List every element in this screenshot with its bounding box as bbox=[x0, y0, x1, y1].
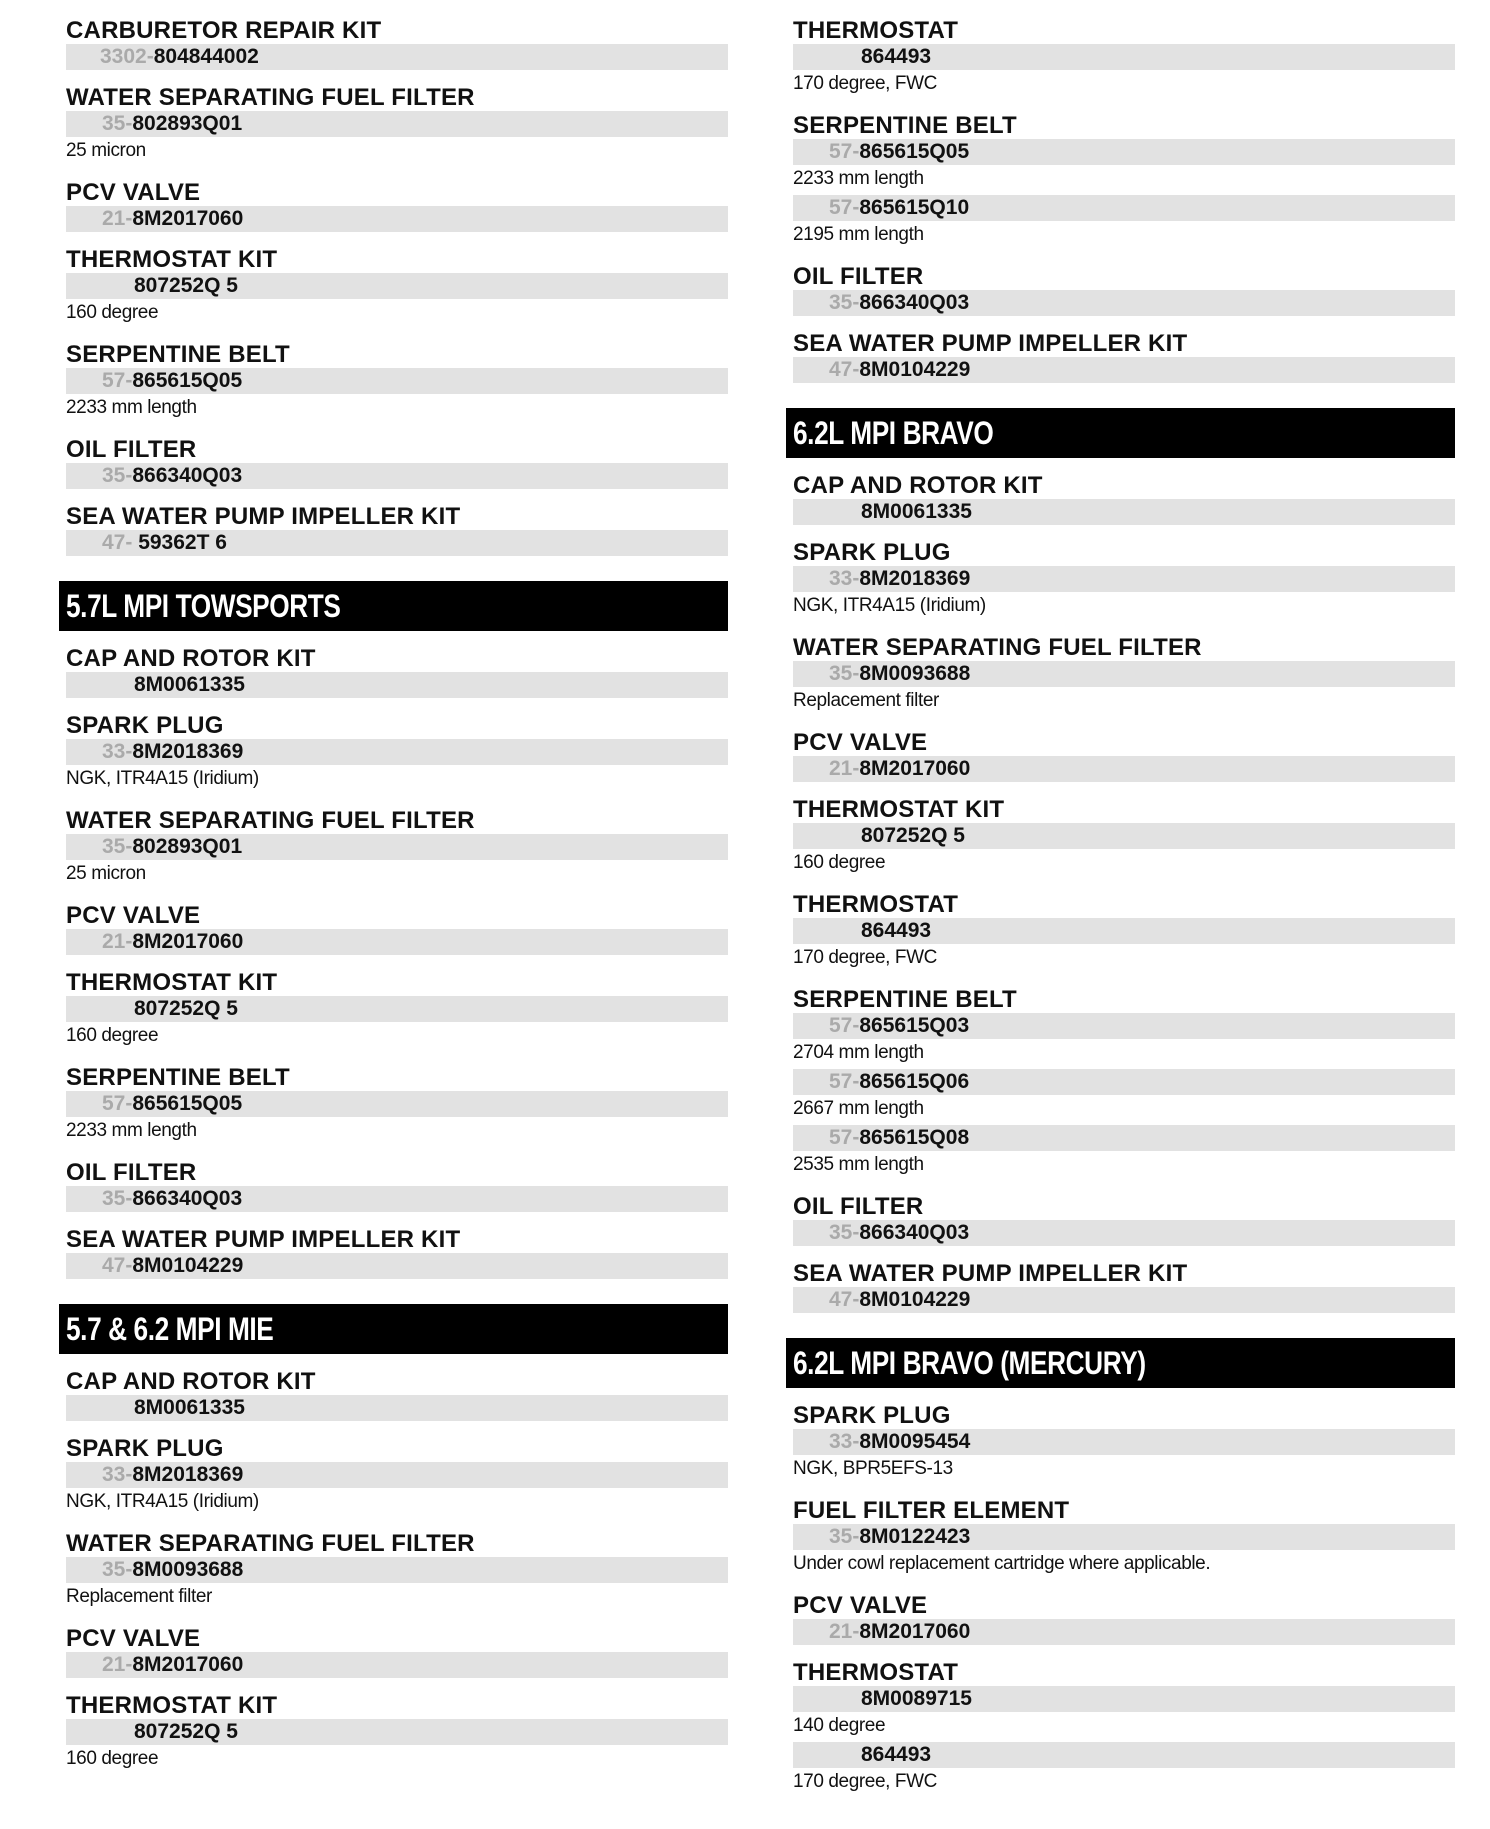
part-number: 8M2018369 bbox=[132, 1463, 244, 1486]
part-number: 866340Q03 bbox=[859, 1221, 970, 1244]
part-item-water-separating-fuel-filter bbox=[59, 807, 728, 888]
section-title: 6.2L MPI BRAVO (MERCURY) bbox=[793, 1345, 1146, 1381]
part-prefix: 21- bbox=[829, 1620, 860, 1643]
part-item-thermostat-kit bbox=[59, 1692, 728, 1773]
part-prefix: 21- bbox=[102, 207, 133, 230]
part-item-water-separating-fuel-filter bbox=[59, 84, 728, 165]
part-number: 865615Q05 bbox=[132, 369, 243, 392]
part-prefix: 47- bbox=[829, 358, 860, 381]
part-prefix: 35- bbox=[102, 464, 133, 487]
part-number-bar bbox=[793, 756, 1455, 782]
part-entry bbox=[59, 1186, 728, 1212]
item-title: THERMOSTAT KIT bbox=[66, 1692, 278, 1719]
part-entry bbox=[59, 368, 728, 422]
item-title: SERPENTINE BELT bbox=[66, 341, 290, 368]
part-number: 865615Q10 bbox=[859, 196, 970, 219]
part-prefix: 21- bbox=[102, 1653, 133, 1676]
part-prefix: 21- bbox=[102, 930, 133, 953]
part-number: 802893Q01 bbox=[132, 112, 243, 135]
part-number: 865615Q05 bbox=[859, 140, 970, 163]
part-prefix: 35- bbox=[102, 112, 133, 135]
section-title: 6.2L MPI BRAVO bbox=[793, 415, 994, 451]
part-number-bar bbox=[66, 1462, 728, 1488]
part-item-oil-filter bbox=[59, 1159, 728, 1212]
item-title: CAP AND ROTOR KIT bbox=[793, 472, 1043, 499]
part-entry bbox=[786, 1742, 1455, 1796]
part-number: 864493 bbox=[861, 45, 932, 68]
part-number-bar bbox=[66, 1557, 728, 1583]
part-prefix: 33- bbox=[102, 740, 133, 763]
part-description: 160 degree bbox=[66, 1748, 159, 1769]
part-number-bar bbox=[793, 195, 1455, 221]
part-entry bbox=[786, 1686, 1455, 1740]
part-number: 807252Q 5 bbox=[134, 1720, 238, 1743]
part-number-bar bbox=[793, 1069, 1455, 1095]
part-description: 25 micron bbox=[66, 140, 146, 161]
part-entry bbox=[786, 1013, 1455, 1067]
item-title: SPARK PLUG bbox=[66, 712, 224, 739]
part-description: 170 degree, FWC bbox=[793, 1771, 937, 1792]
item-title: SERPENTINE BELT bbox=[66, 1064, 290, 1091]
part-description: NGK, BPR5EFS-13 bbox=[793, 1458, 953, 1479]
part-item-spark-plug bbox=[786, 539, 1455, 620]
part-entry bbox=[59, 206, 728, 232]
item-title: OIL FILTER bbox=[66, 436, 197, 463]
part-prefix: 57- bbox=[829, 196, 860, 219]
part-number: 807252Q 5 bbox=[861, 824, 965, 847]
part-entry bbox=[59, 929, 728, 955]
part-entry bbox=[786, 1069, 1455, 1123]
part-number-bar bbox=[66, 1091, 728, 1117]
part-number: 8M0093688 bbox=[859, 662, 971, 685]
part-prefix: 47- bbox=[102, 531, 139, 554]
part-number-bar bbox=[66, 739, 728, 765]
part-entry bbox=[59, 530, 728, 556]
part-prefix: 57- bbox=[829, 1126, 860, 1149]
part-item-serpentine-belt bbox=[786, 986, 1455, 1179]
part-item-sea-water-pump-impeller-kit bbox=[786, 1260, 1455, 1313]
part-number-bar bbox=[66, 1719, 728, 1745]
part-number: 802893Q01 bbox=[132, 835, 243, 858]
part-item-thermostat bbox=[786, 1659, 1455, 1796]
part-prefix: 35- bbox=[102, 1187, 133, 1210]
part-number-bar bbox=[66, 996, 728, 1022]
item-title: SPARK PLUG bbox=[793, 1402, 951, 1429]
part-number-bar bbox=[793, 1742, 1455, 1768]
part-description: 2233 mm length bbox=[793, 168, 924, 189]
part-item-thermostat-kit bbox=[59, 246, 728, 327]
part-entry bbox=[786, 357, 1455, 383]
part-number-bar bbox=[66, 929, 728, 955]
part-number-bar bbox=[793, 1125, 1455, 1151]
part-prefix: 33- bbox=[829, 567, 860, 590]
part-entry bbox=[786, 756, 1455, 782]
part-description: 2535 mm length bbox=[793, 1154, 924, 1175]
part-entry bbox=[59, 834, 728, 888]
section-header bbox=[786, 1338, 1455, 1388]
item-title: OIL FILTER bbox=[66, 1159, 197, 1186]
part-number: 804844002 bbox=[153, 45, 259, 68]
item-title: SERPENTINE BELT bbox=[793, 986, 1017, 1013]
item-title: CAP AND ROTOR KIT bbox=[66, 1368, 316, 1395]
part-description: Replacement filter bbox=[66, 1586, 212, 1607]
part-item-thermostat bbox=[786, 891, 1455, 972]
part-description: 160 degree bbox=[793, 852, 886, 873]
part-item-oil-filter bbox=[786, 263, 1455, 316]
part-number-bar bbox=[66, 111, 728, 137]
part-number: 59362T 6 bbox=[138, 531, 227, 554]
part-description: 160 degree bbox=[66, 302, 159, 323]
part-item-fuel-filter-element bbox=[786, 1497, 1455, 1578]
part-number-bar bbox=[66, 1395, 728, 1421]
part-number-bar bbox=[793, 661, 1455, 687]
item-title: SERPENTINE BELT bbox=[793, 112, 1017, 139]
part-number: 8M2017060 bbox=[132, 930, 244, 953]
part-entry bbox=[59, 111, 728, 165]
part-prefix: 35- bbox=[829, 291, 860, 314]
part-number-bar bbox=[793, 918, 1455, 944]
part-number: 8M0095454 bbox=[859, 1430, 971, 1453]
part-number: 8M0122423 bbox=[859, 1525, 971, 1548]
item-title: WATER SEPARATING FUEL FILTER bbox=[793, 634, 1202, 661]
part-entry bbox=[786, 290, 1455, 316]
part-item-cap-and-rotor-kit bbox=[59, 645, 728, 698]
part-item-cap-and-rotor-kit bbox=[786, 472, 1455, 525]
part-item-thermostat-kit bbox=[59, 969, 728, 1050]
part-prefix: 57- bbox=[102, 369, 133, 392]
part-item-pcv-valve bbox=[786, 729, 1455, 782]
part-number-bar bbox=[793, 1429, 1455, 1455]
part-item-serpentine-belt bbox=[786, 112, 1455, 249]
part-description: NGK, ITR4A15 (Iridium) bbox=[793, 595, 986, 616]
part-prefix: 57- bbox=[829, 1014, 860, 1037]
part-number: 865615Q05 bbox=[132, 1092, 243, 1115]
part-item-carburetor-repair-kit bbox=[59, 17, 728, 70]
part-number-bar bbox=[793, 1524, 1455, 1550]
part-description: 2195 mm length bbox=[793, 224, 924, 245]
part-entry bbox=[786, 1220, 1455, 1246]
part-number-bar bbox=[66, 273, 728, 299]
part-prefix: 35- bbox=[829, 1221, 860, 1244]
section-title: 5.7L MPI TOWSPORTS bbox=[66, 588, 341, 624]
part-number-bar bbox=[66, 672, 728, 698]
part-prefix: 57- bbox=[102, 1092, 133, 1115]
part-item-water-separating-fuel-filter bbox=[786, 634, 1455, 715]
part-entry bbox=[59, 463, 728, 489]
part-number: 866340Q03 bbox=[132, 464, 243, 487]
part-number-bar bbox=[793, 44, 1455, 70]
part-entry bbox=[786, 1429, 1455, 1483]
part-prefix: 57- bbox=[829, 1070, 860, 1093]
item-title: THERMOSTAT bbox=[793, 891, 959, 918]
item-title: PCV VALVE bbox=[66, 902, 201, 929]
item-title: PCV VALVE bbox=[793, 729, 928, 756]
part-number: 8M0104229 bbox=[132, 1254, 244, 1277]
part-description: 2233 mm length bbox=[66, 397, 197, 418]
part-number-bar bbox=[66, 206, 728, 232]
part-item-thermostat bbox=[786, 17, 1455, 98]
part-item-oil-filter bbox=[786, 1193, 1455, 1246]
item-title: THERMOSTAT KIT bbox=[793, 796, 1005, 823]
item-title: FUEL FILTER ELEMENT bbox=[793, 1497, 1070, 1524]
part-description: 2233 mm length bbox=[66, 1120, 197, 1141]
item-title: CARBURETOR REPAIR KIT bbox=[66, 17, 382, 44]
part-number: 8M2017060 bbox=[859, 757, 971, 780]
item-title: SPARK PLUG bbox=[66, 1435, 224, 1462]
part-entry bbox=[786, 1125, 1455, 1179]
part-number-bar bbox=[793, 1220, 1455, 1246]
part-entry bbox=[786, 1524, 1455, 1578]
part-number: 8M2017060 bbox=[132, 207, 244, 230]
part-entry bbox=[786, 139, 1455, 193]
part-number-bar bbox=[66, 368, 728, 394]
item-title: THERMOSTAT KIT bbox=[66, 246, 278, 273]
item-title: THERMOSTAT bbox=[793, 17, 959, 44]
part-entry bbox=[59, 44, 728, 70]
part-number: 8M0104229 bbox=[859, 358, 971, 381]
part-description: 2704 mm length bbox=[793, 1042, 924, 1063]
part-entry bbox=[786, 195, 1455, 249]
part-entry bbox=[786, 499, 1455, 525]
part-number-bar bbox=[793, 1619, 1455, 1645]
part-entry bbox=[786, 1619, 1455, 1645]
part-item-sea-water-pump-impeller-kit bbox=[59, 1226, 728, 1279]
part-number-bar bbox=[66, 530, 728, 556]
part-entry bbox=[59, 672, 728, 698]
part-entry bbox=[786, 661, 1455, 715]
part-number: 8M0104229 bbox=[859, 1288, 971, 1311]
part-item-pcv-valve bbox=[786, 1592, 1455, 1645]
part-prefix: 33- bbox=[102, 1463, 133, 1486]
part-entry bbox=[59, 1719, 728, 1773]
part-number-bar bbox=[793, 499, 1455, 525]
right-column bbox=[786, 0, 1455, 1810]
item-title: WATER SEPARATING FUEL FILTER bbox=[66, 84, 475, 111]
part-item-serpentine-belt bbox=[59, 1064, 728, 1145]
part-entry bbox=[59, 1462, 728, 1516]
part-number: 866340Q03 bbox=[132, 1187, 243, 1210]
part-number: 8M2018369 bbox=[859, 567, 971, 590]
part-number-bar bbox=[66, 44, 728, 70]
part-item-sea-water-pump-impeller-kit bbox=[786, 330, 1455, 383]
left-column bbox=[59, 0, 728, 1787]
part-number-bar bbox=[793, 823, 1455, 849]
part-description: NGK, ITR4A15 (Iridium) bbox=[66, 768, 259, 789]
part-entry bbox=[59, 1253, 728, 1279]
part-number-bar bbox=[793, 357, 1455, 383]
part-number-bar bbox=[66, 1253, 728, 1279]
part-number: 8M0089715 bbox=[861, 1687, 972, 1710]
part-description: 160 degree bbox=[66, 1025, 159, 1046]
part-number: 865615Q03 bbox=[859, 1014, 970, 1037]
part-prefix: 35- bbox=[829, 662, 860, 685]
part-description: 25 micron bbox=[66, 863, 146, 884]
part-number-bar bbox=[66, 1186, 728, 1212]
part-description: 140 degree bbox=[793, 1715, 886, 1736]
part-number-bar bbox=[793, 1686, 1455, 1712]
part-prefix: 35- bbox=[102, 1558, 133, 1581]
part-entry bbox=[59, 273, 728, 327]
part-prefix: 35- bbox=[829, 1525, 860, 1548]
part-number: 8M0061335 bbox=[134, 673, 245, 696]
part-number-bar bbox=[66, 1652, 728, 1678]
item-title: SEA WATER PUMP IMPELLER KIT bbox=[793, 330, 1188, 357]
part-number-bar bbox=[793, 1287, 1455, 1313]
part-item-spark-plug bbox=[59, 712, 728, 793]
part-number: 8M0061335 bbox=[861, 500, 972, 523]
part-prefix: 35- bbox=[102, 835, 133, 858]
item-title: PCV VALVE bbox=[66, 179, 201, 206]
part-item-spark-plug bbox=[59, 1435, 728, 1516]
part-description: Under cowl replacement cartridge where applicable. bbox=[793, 1553, 1211, 1574]
section-header bbox=[786, 408, 1455, 458]
part-entry bbox=[59, 1652, 728, 1678]
part-number: 864493 bbox=[861, 1743, 932, 1766]
part-description: NGK, ITR4A15 (Iridium) bbox=[66, 1491, 259, 1512]
part-prefix: 47- bbox=[102, 1254, 133, 1277]
part-number: 807252Q 5 bbox=[134, 274, 238, 297]
item-title: OIL FILTER bbox=[793, 1193, 924, 1220]
part-number: 865615Q08 bbox=[859, 1126, 970, 1149]
part-number: 864493 bbox=[861, 919, 932, 942]
item-title: THERMOSTAT bbox=[793, 1659, 959, 1686]
part-item-spark-plug bbox=[786, 1402, 1455, 1483]
part-entry bbox=[786, 44, 1455, 98]
item-title: OIL FILTER bbox=[793, 263, 924, 290]
section-header bbox=[59, 581, 728, 631]
section-title: 5.7 & 6.2 MPI MIE bbox=[66, 1311, 274, 1347]
part-item-sea-water-pump-impeller-kit bbox=[59, 503, 728, 556]
item-title: PCV VALVE bbox=[66, 1625, 201, 1652]
part-description: 170 degree, FWC bbox=[793, 947, 937, 968]
part-number: 8M2017060 bbox=[132, 1653, 244, 1676]
part-item-cap-and-rotor-kit bbox=[59, 1368, 728, 1421]
part-item-pcv-valve bbox=[59, 902, 728, 955]
part-number-bar bbox=[793, 139, 1455, 165]
part-entry bbox=[59, 996, 728, 1050]
part-entry bbox=[59, 1557, 728, 1611]
part-number-bar bbox=[793, 290, 1455, 316]
part-number: 8M0061335 bbox=[134, 1396, 245, 1419]
part-number: 8M2018369 bbox=[132, 740, 244, 763]
part-number-bar bbox=[66, 834, 728, 860]
item-title: SEA WATER PUMP IMPELLER KIT bbox=[66, 503, 461, 530]
part-number: 8M0093688 bbox=[132, 1558, 244, 1581]
part-number: 807252Q 5 bbox=[134, 997, 238, 1020]
item-title: SPARK PLUG bbox=[793, 539, 951, 566]
item-title: WATER SEPARATING FUEL FILTER bbox=[66, 1530, 475, 1557]
part-item-serpentine-belt bbox=[59, 341, 728, 422]
part-number-bar bbox=[793, 566, 1455, 592]
part-item-oil-filter bbox=[59, 436, 728, 489]
part-description: 2667 mm length bbox=[793, 1098, 924, 1119]
part-prefix: 21- bbox=[829, 757, 860, 780]
part-entry bbox=[786, 1287, 1455, 1313]
item-title: CAP AND ROTOR KIT bbox=[66, 645, 316, 672]
part-entry bbox=[59, 739, 728, 793]
part-prefix: 33- bbox=[829, 1430, 860, 1453]
part-prefix: 3302- bbox=[100, 45, 154, 68]
part-entry bbox=[786, 823, 1455, 877]
part-description: 170 degree, FWC bbox=[793, 73, 937, 94]
part-entry bbox=[59, 1395, 728, 1421]
part-item-pcv-valve bbox=[59, 1625, 728, 1678]
part-prefix: 47- bbox=[829, 1288, 860, 1311]
item-title: WATER SEPARATING FUEL FILTER bbox=[66, 807, 475, 834]
item-title: PCV VALVE bbox=[793, 1592, 928, 1619]
section-header bbox=[59, 1304, 728, 1354]
part-number-bar bbox=[793, 1013, 1455, 1039]
part-entry bbox=[786, 918, 1455, 972]
part-item-pcv-valve bbox=[59, 179, 728, 232]
item-title: THERMOSTAT KIT bbox=[66, 969, 278, 996]
part-item-water-separating-fuel-filter bbox=[59, 1530, 728, 1611]
part-entry bbox=[786, 566, 1455, 620]
part-description: Replacement filter bbox=[793, 690, 939, 711]
part-prefix: 57- bbox=[829, 140, 860, 163]
part-number: 866340Q03 bbox=[859, 291, 970, 314]
item-title: SEA WATER PUMP IMPELLER KIT bbox=[793, 1260, 1188, 1287]
part-item-thermostat-kit bbox=[786, 796, 1455, 877]
part-number: 865615Q06 bbox=[859, 1070, 970, 1093]
item-title: SEA WATER PUMP IMPELLER KIT bbox=[66, 1226, 461, 1253]
part-number-bar bbox=[66, 463, 728, 489]
part-entry bbox=[59, 1091, 728, 1145]
part-number: 8M2017060 bbox=[859, 1620, 971, 1643]
